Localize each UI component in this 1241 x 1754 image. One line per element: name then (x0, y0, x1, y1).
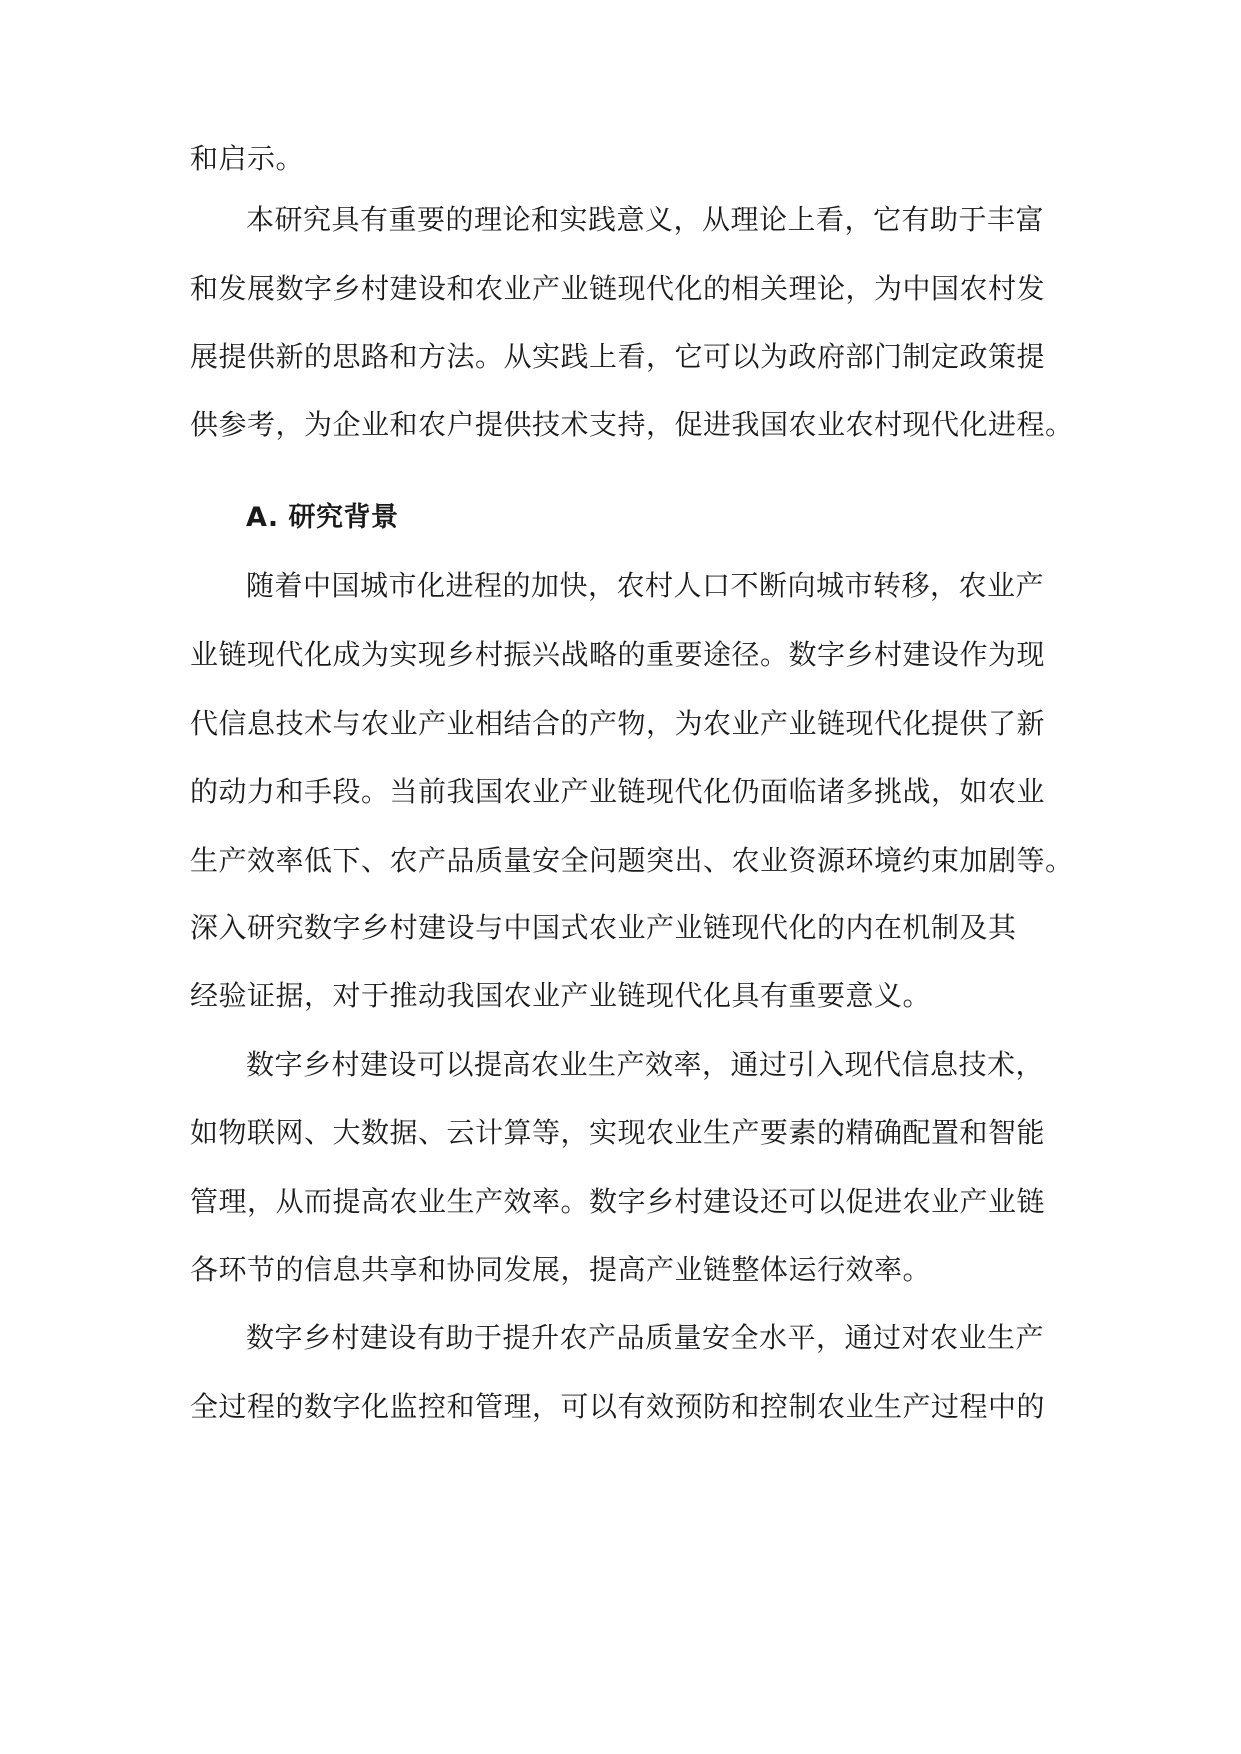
paragraph-line: 生产效率低下、农产品质量安全问题突出、农业资源环境约束加剧等。 (190, 844, 1074, 877)
paragraph-line: 管理，从而提高农业生产效率。数字乡村建设还可以促进农业产业链 (190, 1185, 1046, 1218)
paragraph-line: 供参考，为企业和农户提供技术支持，促进我国农业农村现代化进程。 (190, 408, 1074, 441)
paragraph-line: 全过程的数字化监控和管理，可以有效预防和控制农业生产过程中的 (190, 1390, 1046, 1423)
paragraph-line: 深入研究数字乡村建设与中国式农业产业链现代化的内在机制及其 (190, 911, 1017, 944)
section-heading: A. 研究背景 (246, 502, 399, 533)
paragraph-line: 的动力和手段。当前我国农业产业链现代化仍面临诸多挑战，如农业 (190, 775, 1046, 808)
paragraph-line: 业链现代化成为实现乡村振兴战略的重要途径。数字乡村建设作为现 (190, 638, 1046, 671)
paragraph-line: 展提供新的思路和方法。从实践上看，它可以为政府部门制定政策提 (190, 340, 1046, 373)
paragraph-line: 各环节的信息共享和协同发展，提高产业链整体运行效率。 (190, 1253, 932, 1286)
paragraph-line: 数字乡村建设可以提高农业生产效率，通过引入现代信息技术， (246, 1048, 1045, 1081)
paragraph-line: 和启示。 (190, 142, 305, 175)
paragraph-line: 如物联网、大数据、云计算等，实现农业生产要素的精确配置和智能 (190, 1116, 1046, 1149)
paragraph-line: 本研究具有重要的理论和实践意义，从理论上看，它有助于丰富 (246, 203, 1045, 236)
paragraph-line: 数字乡村建设有助于提升农产品质量安全水平，通过对农业生产 (246, 1321, 1045, 1354)
paragraph-line: 和发展数字乡村建设和农业产业链现代化的相关理论，为中国农村发 (190, 272, 1046, 305)
paragraph-line: 经验证据，对于推动我国农业产业链现代化具有重要意义。 (190, 979, 932, 1012)
paragraph-line: 代信息技术与农业产业相结合的产物，为农业产业链现代化提供了新 (190, 707, 1046, 740)
paragraph-line: 随着中国城市化进程的加快，农村人口不断向城市转移，农业产 (246, 569, 1045, 602)
